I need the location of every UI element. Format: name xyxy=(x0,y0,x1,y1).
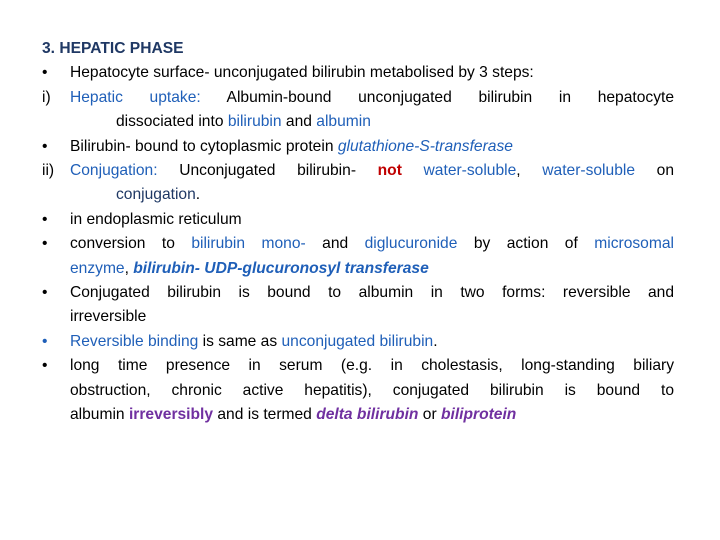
bullet-albumin-forms xyxy=(42,281,674,305)
text-run: . xyxy=(433,332,438,350)
bullet-icon: • xyxy=(42,235,48,253)
text-run: conversion to xyxy=(70,235,192,253)
term-bilirubin-mono: bilirubin mono- xyxy=(191,235,306,253)
bullet-icon: • xyxy=(42,137,48,155)
bullet-reversible-binding xyxy=(42,330,674,354)
text-run: albumin xyxy=(70,406,129,424)
term-irreversibly: irreversibly xyxy=(128,406,214,424)
bullet-text: long time presence in serum (e.g. in cholestasis, long-standing biliary xyxy=(70,357,674,375)
term-diglucuronide: diglucuronide xyxy=(364,235,458,253)
section-heading: 3. HEPATIC PHASE xyxy=(42,40,184,57)
text-run: dissociated into xyxy=(116,113,228,131)
step-conjugation-continued xyxy=(42,183,674,207)
text-run: Bilirubin- bound to cytoplasmic protein xyxy=(70,137,338,155)
bullet-text: Conjugated bilirubin is bound to albumin in two forms: reversible and xyxy=(70,284,674,302)
term-unconjugated-bilirubin: unconjugated bilirubin xyxy=(281,332,434,350)
bullet-hepatocyte-surface xyxy=(42,61,674,85)
term-microsomal: microsomal xyxy=(594,235,674,253)
text-run: is same as xyxy=(198,332,282,350)
term-biliprotein: biliprotein xyxy=(440,406,517,424)
term-conjugation: conjugation xyxy=(116,186,196,204)
step-number: ii) xyxy=(42,162,55,180)
step-text: Albumin-bound unconjugated bilirubin in hepatocyte xyxy=(200,88,675,106)
bullet-endoplasmic-reticulum xyxy=(42,208,674,232)
term-udp-glucuronosyl-transferase: bilirubin- UDP-glucuronosyl transferase xyxy=(133,259,429,277)
bullet-albumin-forms-continued xyxy=(42,305,674,329)
bullet-icon: • xyxy=(42,357,48,375)
term-water-soluble-2: water-soluble xyxy=(542,162,636,180)
bullet-cytoplasmic-protein xyxy=(42,135,674,159)
bullet-icon: • xyxy=(42,332,48,350)
term-water-soluble: water-soluble xyxy=(423,162,517,180)
text-run: and xyxy=(281,113,317,131)
text-run: and xyxy=(305,235,365,253)
text-run: and is termed xyxy=(213,406,317,424)
bullet-icon: • xyxy=(42,64,48,82)
text-run: , xyxy=(516,162,543,180)
bullet-long-time-presence-continued-2 xyxy=(42,403,674,427)
bullet-icon: • xyxy=(42,284,48,302)
step-term: Conjugation: xyxy=(70,162,158,180)
bullet-conversion xyxy=(42,232,674,256)
term-reversible-binding: Reversible binding xyxy=(70,332,199,350)
bullet-icon: • xyxy=(42,210,48,228)
term-not: not xyxy=(377,162,402,180)
bullet-long-time-presence xyxy=(42,354,674,378)
bullet-text: irreversible xyxy=(70,308,147,326)
term-glutathione-s-transferase: glutathione-S-transferase xyxy=(337,137,513,155)
step-hepatic-uptake-continued xyxy=(42,110,674,134)
step-term: Hepatic uptake: xyxy=(70,88,201,106)
text-run: by action of xyxy=(457,235,595,253)
text-run: on xyxy=(635,162,674,180)
bullet-text: in endoplasmic reticulum xyxy=(70,210,242,228)
term-bilirubin: bilirubin xyxy=(227,113,282,131)
bullet-text: Hepatocyte surface- unconjugated bilirubin metabolised by 3 steps: xyxy=(70,64,534,82)
step-hepatic-uptake xyxy=(42,86,674,110)
bullet-text: obstruction, chronic active hepatitis), conjugated bilirubin is bound to xyxy=(70,381,674,399)
step-conjugation xyxy=(42,159,674,183)
bullet-long-time-presence-continued xyxy=(42,379,674,403)
term-enzyme: enzyme xyxy=(70,259,125,277)
bullet-conversion-continued xyxy=(42,257,674,281)
step-number: i) xyxy=(42,88,51,106)
text-run: . xyxy=(195,186,201,204)
text-run: , xyxy=(124,259,134,277)
term-albumin: albumin xyxy=(316,113,371,131)
term-delta-bilirubin: delta bilirubin xyxy=(316,406,419,424)
text-run: Unconjugated bilirubin- xyxy=(157,162,378,180)
text-run: or xyxy=(418,406,441,424)
